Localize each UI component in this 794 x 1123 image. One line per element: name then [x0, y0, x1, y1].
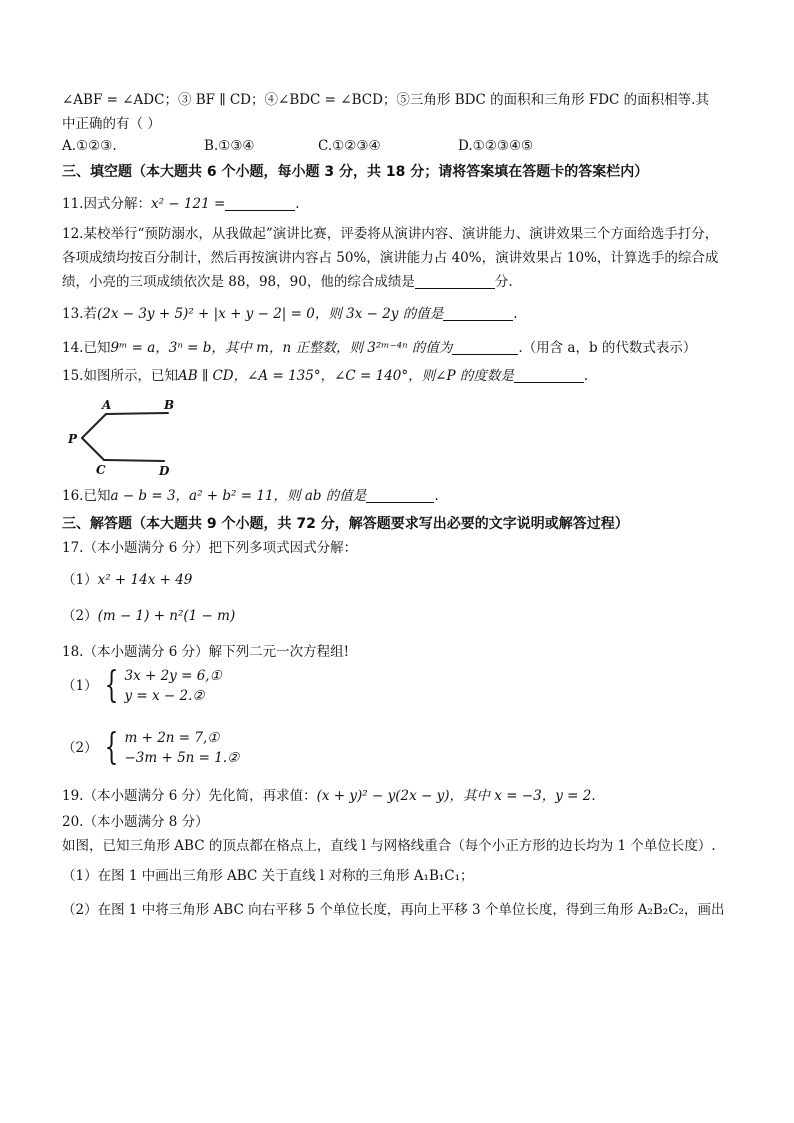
q19-end: .: [591, 788, 596, 804]
line-cd: [104, 460, 164, 461]
q19: [62, 786, 742, 806]
q15-end: .: [583, 368, 589, 384]
q14: [62, 338, 742, 358]
q19-prefix: 19.（本小题满分 6 分）先化简，再求值：: [62, 788, 317, 804]
answer-blank: [415, 274, 495, 289]
q17-part2-expression: (m − 1) + n²(1 − m): [97, 608, 236, 624]
line-ab: [106, 413, 168, 414]
brace-icon: {: [104, 727, 118, 768]
label-p: P: [68, 432, 78, 446]
q20-part1: （1）在图 1 中画出三角形 ABC 关于直线 l 对称的三角形 A₁B₁C₁；: [62, 868, 474, 884]
q12-line2: 各项成绩均按百分制计，然后再按演讲内容占 50%，演讲能力占 40%，演讲效果占 10%，计算选手的综合成: [62, 250, 719, 266]
line-pc: [82, 438, 104, 460]
q18-part2-number: （2）: [62, 740, 98, 756]
q17-part2: [62, 606, 742, 626]
q11-expression: x² − 121 =: [150, 196, 226, 212]
line-ap: [82, 414, 106, 438]
q16: [62, 486, 742, 506]
q18-part2: [62, 728, 742, 774]
q17-part2-number: （2）: [62, 608, 98, 624]
label-d: D: [159, 464, 170, 478]
label-b: B: [164, 398, 175, 412]
q15-figure: [62, 394, 742, 480]
q12-line3: [62, 272, 742, 292]
q18-system2-eq1: m + 2n = 7,①: [124, 730, 220, 746]
q16-expression: a − b = 3，a² + b² = 11，则 ab 的值是: [110, 488, 367, 504]
parallel-lines-figure: [62, 394, 202, 480]
q18-system2-eq2: −3m + 5n = 1.②: [124, 750, 240, 766]
q18-part1-number: （1）: [62, 678, 98, 694]
q14-expression: 9ᵐ = a，3ⁿ = b，其中 m，n 正整数，则 3²ᵐ⁻⁴ⁿ 的值为: [110, 340, 453, 356]
q12-end: 分.: [494, 274, 513, 290]
q20-part2: （2）在图 1 中将三角形 ABC 向右平移 5 个单位长度，再向上平移 3 个单位长度，得到三角形 A₂B₂C₂，画出: [62, 902, 725, 918]
q18-system1: [125, 666, 222, 706]
q19-expression: (x + y)² − y(2x − y)，其中 x = −3，y = 2: [316, 788, 592, 804]
label-a: A: [102, 398, 112, 412]
option-c: C.①②③④: [318, 138, 381, 154]
q14-end: .（用含 a，b 的代数式表示）: [518, 340, 697, 356]
answer-blank: [443, 306, 513, 321]
q13: [62, 304, 742, 324]
answer-blank: [366, 488, 434, 503]
q18-system2: [125, 728, 240, 768]
q15: [62, 366, 742, 386]
section-fill-in-heading: 三、填空题（本大题共 6 个小题，每小题 3 分，共 18 分；请将答案填在答题卡的答案栏内）: [62, 164, 649, 180]
q17-part1-number: （1）: [62, 572, 98, 588]
q18-system1-eq1: 3x + 2y = 6,①: [124, 668, 222, 684]
q10-continuation-line2: 中正确的有（ ）: [62, 116, 161, 132]
brace-icon: {: [104, 665, 118, 706]
exam-page: [62, 90, 742, 920]
answer-blank: [225, 196, 295, 211]
q20-heading: 20.（本小题满分 8 分）: [62, 814, 209, 830]
q13-expression: (2x − 3y + 5)² + |x + y − 2| = 0，则 3x − 2y 的值是: [96, 306, 444, 322]
q18-heading: 18.（本小题满分 6 分）解下列二元一次方程组!: [62, 644, 350, 660]
option-b: B.①③④: [204, 138, 255, 154]
answer-blank: [452, 340, 518, 355]
q15-expression: AB ∥ CD，∠A = 135°，∠C = 140°，则∠P 的度数是: [177, 368, 514, 384]
q12-line1: 12.某校举行“预防溺水，从我做起”演讲比赛，评委将从演讲内容、演讲能力、演讲效果三个方面给选手打分，: [62, 226, 719, 242]
option-a: A.①②③.: [62, 138, 117, 154]
q13-prefix: 13.若: [62, 306, 97, 322]
q16-prefix: 16.已知: [62, 488, 111, 504]
q17-part1: [62, 570, 742, 590]
answer-blank: [514, 368, 584, 383]
q11: [62, 194, 742, 214]
q17-heading: 17.（本小题满分 6 分）把下列多项式因式分解：: [62, 540, 358, 556]
label-c: C: [96, 463, 106, 477]
section-solve-heading: 三、解答题（本大题共 9 个小题，共 72 分，解答题要求写出必要的文字说明或解答过程）: [62, 516, 629, 532]
q15-prefix: 15.如图所示，已知: [62, 368, 178, 384]
q20-intro: 如图，已知三角形 ABC 的顶点都在格点上，直线 l 与网格线重合（每个小正方形的边长均为 1 个单位长度）.: [62, 838, 716, 854]
q16-end: .: [434, 488, 439, 504]
q13-end: .: [513, 306, 518, 322]
q11-end: .: [295, 196, 300, 212]
option-d: D.①②③④⑤: [458, 138, 534, 154]
q18-system1-eq2: y = x − 2.②: [124, 688, 205, 704]
q12-line3-text: 绩，小亮的三项成绩依次是 88，98，90，他的综合成绩是: [62, 274, 415, 290]
q14-prefix: 14.已知: [62, 340, 111, 356]
q10-continuation-line1: ∠ABF = ∠ADC；③ BF ∥ CD；④∠BDC = ∠BCD；⑤三角形 BDC 的面积和三角形 FDC 的面积相等.其: [62, 92, 709, 108]
q17-part1-expression: x² + 14x + 49: [97, 572, 193, 588]
q11-prefix: 11.因式分解：: [62, 196, 151, 212]
q18-part1: [62, 666, 742, 712]
q10-options: [62, 136, 742, 156]
